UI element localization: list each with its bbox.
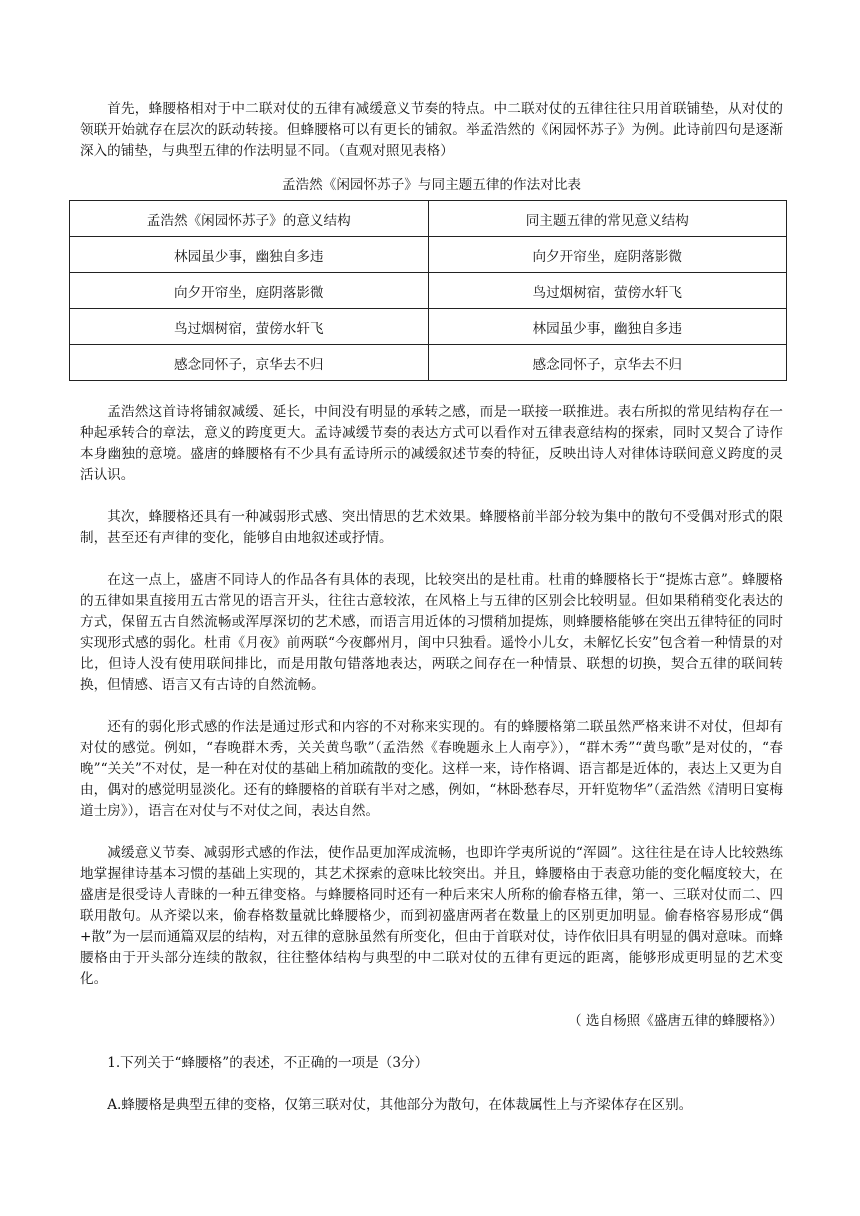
paragraph-6: 减缓意义节奏、减弱形式感的作法，使作品更加浑成流畅，也即许学夷所说的“浑圆”。这往往是在诗人比较熟练地掌握律诗基本习惯的基础上实现的，其艺术探索的意味比较突出。并且，蜂腰格由于表意功能的变化幅度较大，在盛唐是很受诗人青睐的一种五律变格。与蜂腰格同时还有一种后来宋人所称的偷春格五律，第一、三联对仗而二、四联用散句。从齐梁以来，偷春格数量就比蜂腰格少，而到初盛唐两者在数量上的区别更加明显。偷春格容易形成“偶+散”为一层而通篇双层的结构，对五律的意脉虽然有所变化，但由于首联对仗，诗作依旧具有明显的偶对意味。而蜂腰格由于开头部分连续的散叙，往往整体结构与典型的中二联对仗的五律有更远的距离，能够形成更明显的艺术变化。 bbox=[80, 845, 783, 987]
table-cell: 鸟过烟树宿，萤傍水轩飞 bbox=[428, 273, 787, 309]
document-page bbox=[80, 99, 783, 1116]
table-row bbox=[70, 273, 787, 309]
comparison-table bbox=[69, 200, 787, 381]
table-cell: 向夕开帘坐，庭阴落影微 bbox=[70, 273, 429, 309]
table-cell: 林园虽少事，幽独自多违 bbox=[70, 237, 429, 273]
table-cell: 鸟过烟树宿，萤傍水轩飞 bbox=[70, 309, 429, 345]
paragraph-3: 其次，蜂腰格还具有一种减弱形式感、突出情思的艺术效果。蜂腰格前半部分较为集中的散句不受偶对形式的限制，甚至还有声律的变化，能够自由地叙述或抒情。 bbox=[80, 509, 783, 546]
paragraph-4: 在这一点上，盛唐不同诗人的作品各有具体的表现，比较突出的是杜甫。杜甫的蜂腰格长于“提炼古意”。蜂腰格的五律如果直接用五古常见的语言开头，往往古意较浓，在风格上与五律的区别会比较明显。但如果稍稍变化表达的方式，保留五古自然流畅或浑厚深切的艺术感，而语言用近体的习惯稍加提炼，则蜂腰格能够在突出五律特征的同时实现形式感的弱化。杜甫《月夜》前两联“今夜鄜州月，闺中只独看。遥怜小儿女，未解忆长安”包含着一种情景的对比，但诗人没有使用联间排比，而是用散句错落地表达，两联之间存在一种情景、联想的切换，契合五律的联间转换，但情感、语言又有古诗的自然流畅。 bbox=[80, 572, 783, 693]
table-row bbox=[70, 345, 787, 381]
table-cell: 向夕开帘坐，庭阴落影微 bbox=[428, 237, 787, 273]
table-header-cell: 同主题五律的常见意义结构 bbox=[428, 201, 787, 237]
table-cell: 感念同怀子，京华去不归 bbox=[428, 345, 787, 381]
table-caption: 孟浩然《闲园怀苏子》与同主题五律的作法对比表 bbox=[281, 177, 582, 193]
paragraph-5: 还有的弱化形式感的作法是通过形式和内容的不对称来实现的。有的蜂腰格第二联虽然严格来讲不对仗，但却有对仗的感觉。例如，“春晚群木秀，关关黄鸟歌”（孟浩然《春晚题永上人南亭》），“群木秀”“黄鸟歌”是对仗的，“春晚”“关关”不对仗，是一种在对仗的基础上稍加疏散的变化。这样一来，诗作格调、语言都是近体的，表达上又更为自由，偶对的感觉明显淡化。还有的蜂腰格的首联有半对之感，例如，“林卧愁春尽，开轩览物华”（孟浩然《清明日宴梅道士房》），语言在对仗与不对仗之间，表达自然。 bbox=[80, 719, 783, 819]
table-cell: 感念同怀子，京华去不归 bbox=[70, 345, 429, 381]
question-stem: 1.下列关于“蜂腰格”的表述，不正确的一项是（3分） bbox=[107, 1055, 429, 1071]
table-header-cell: 孟浩然《闲园怀苏子》的意义结构 bbox=[70, 201, 429, 237]
table-row bbox=[70, 237, 787, 273]
source-citation: （ 选自杨照《盛唐五律的蜂腰格》） bbox=[567, 1013, 783, 1029]
table-row bbox=[70, 309, 787, 345]
table-header-row bbox=[70, 201, 787, 237]
paragraph-2: 孟浩然这首诗将铺叙减缓、延长，中间没有明显的承转之感，而是一联接一联推进。表右所拟的常见结构存在一种起承转合的章法，意义的跨度更大。孟诗减缓节奏的表达方式可以看作对五律表意结构的探索，同时又契合了诗作本身幽独的意境。盛唐的蜂腰格有不少具有孟诗所示的减缓叙述节奏的特征，反映出诗人对律体诗联间意义跨度的灵活认识。 bbox=[80, 404, 783, 483]
paragraph-1: 首先，蜂腰格相对于中二联对仗的五律有减缓意义节奏的特点。中二联对仗的五律往往只用首联铺垫，从对仗的领联开始就存在层次的跃动转接。但蜂腰格可以有更长的铺叙。举孟浩然的《闲园怀苏子》为例。此诗前四句是逐渐深入的铺垫，与典型五律的作法明显不同。（直观对照见表格） bbox=[80, 101, 783, 159]
question-option-a: A.蜂腰格是典型五律的变格，仅第三联对仗，其他部分为散句，在体裁属性上与齐梁体存在区别。 bbox=[107, 1097, 693, 1113]
table-cell: 林园虽少事，幽独自多违 bbox=[428, 309, 787, 345]
